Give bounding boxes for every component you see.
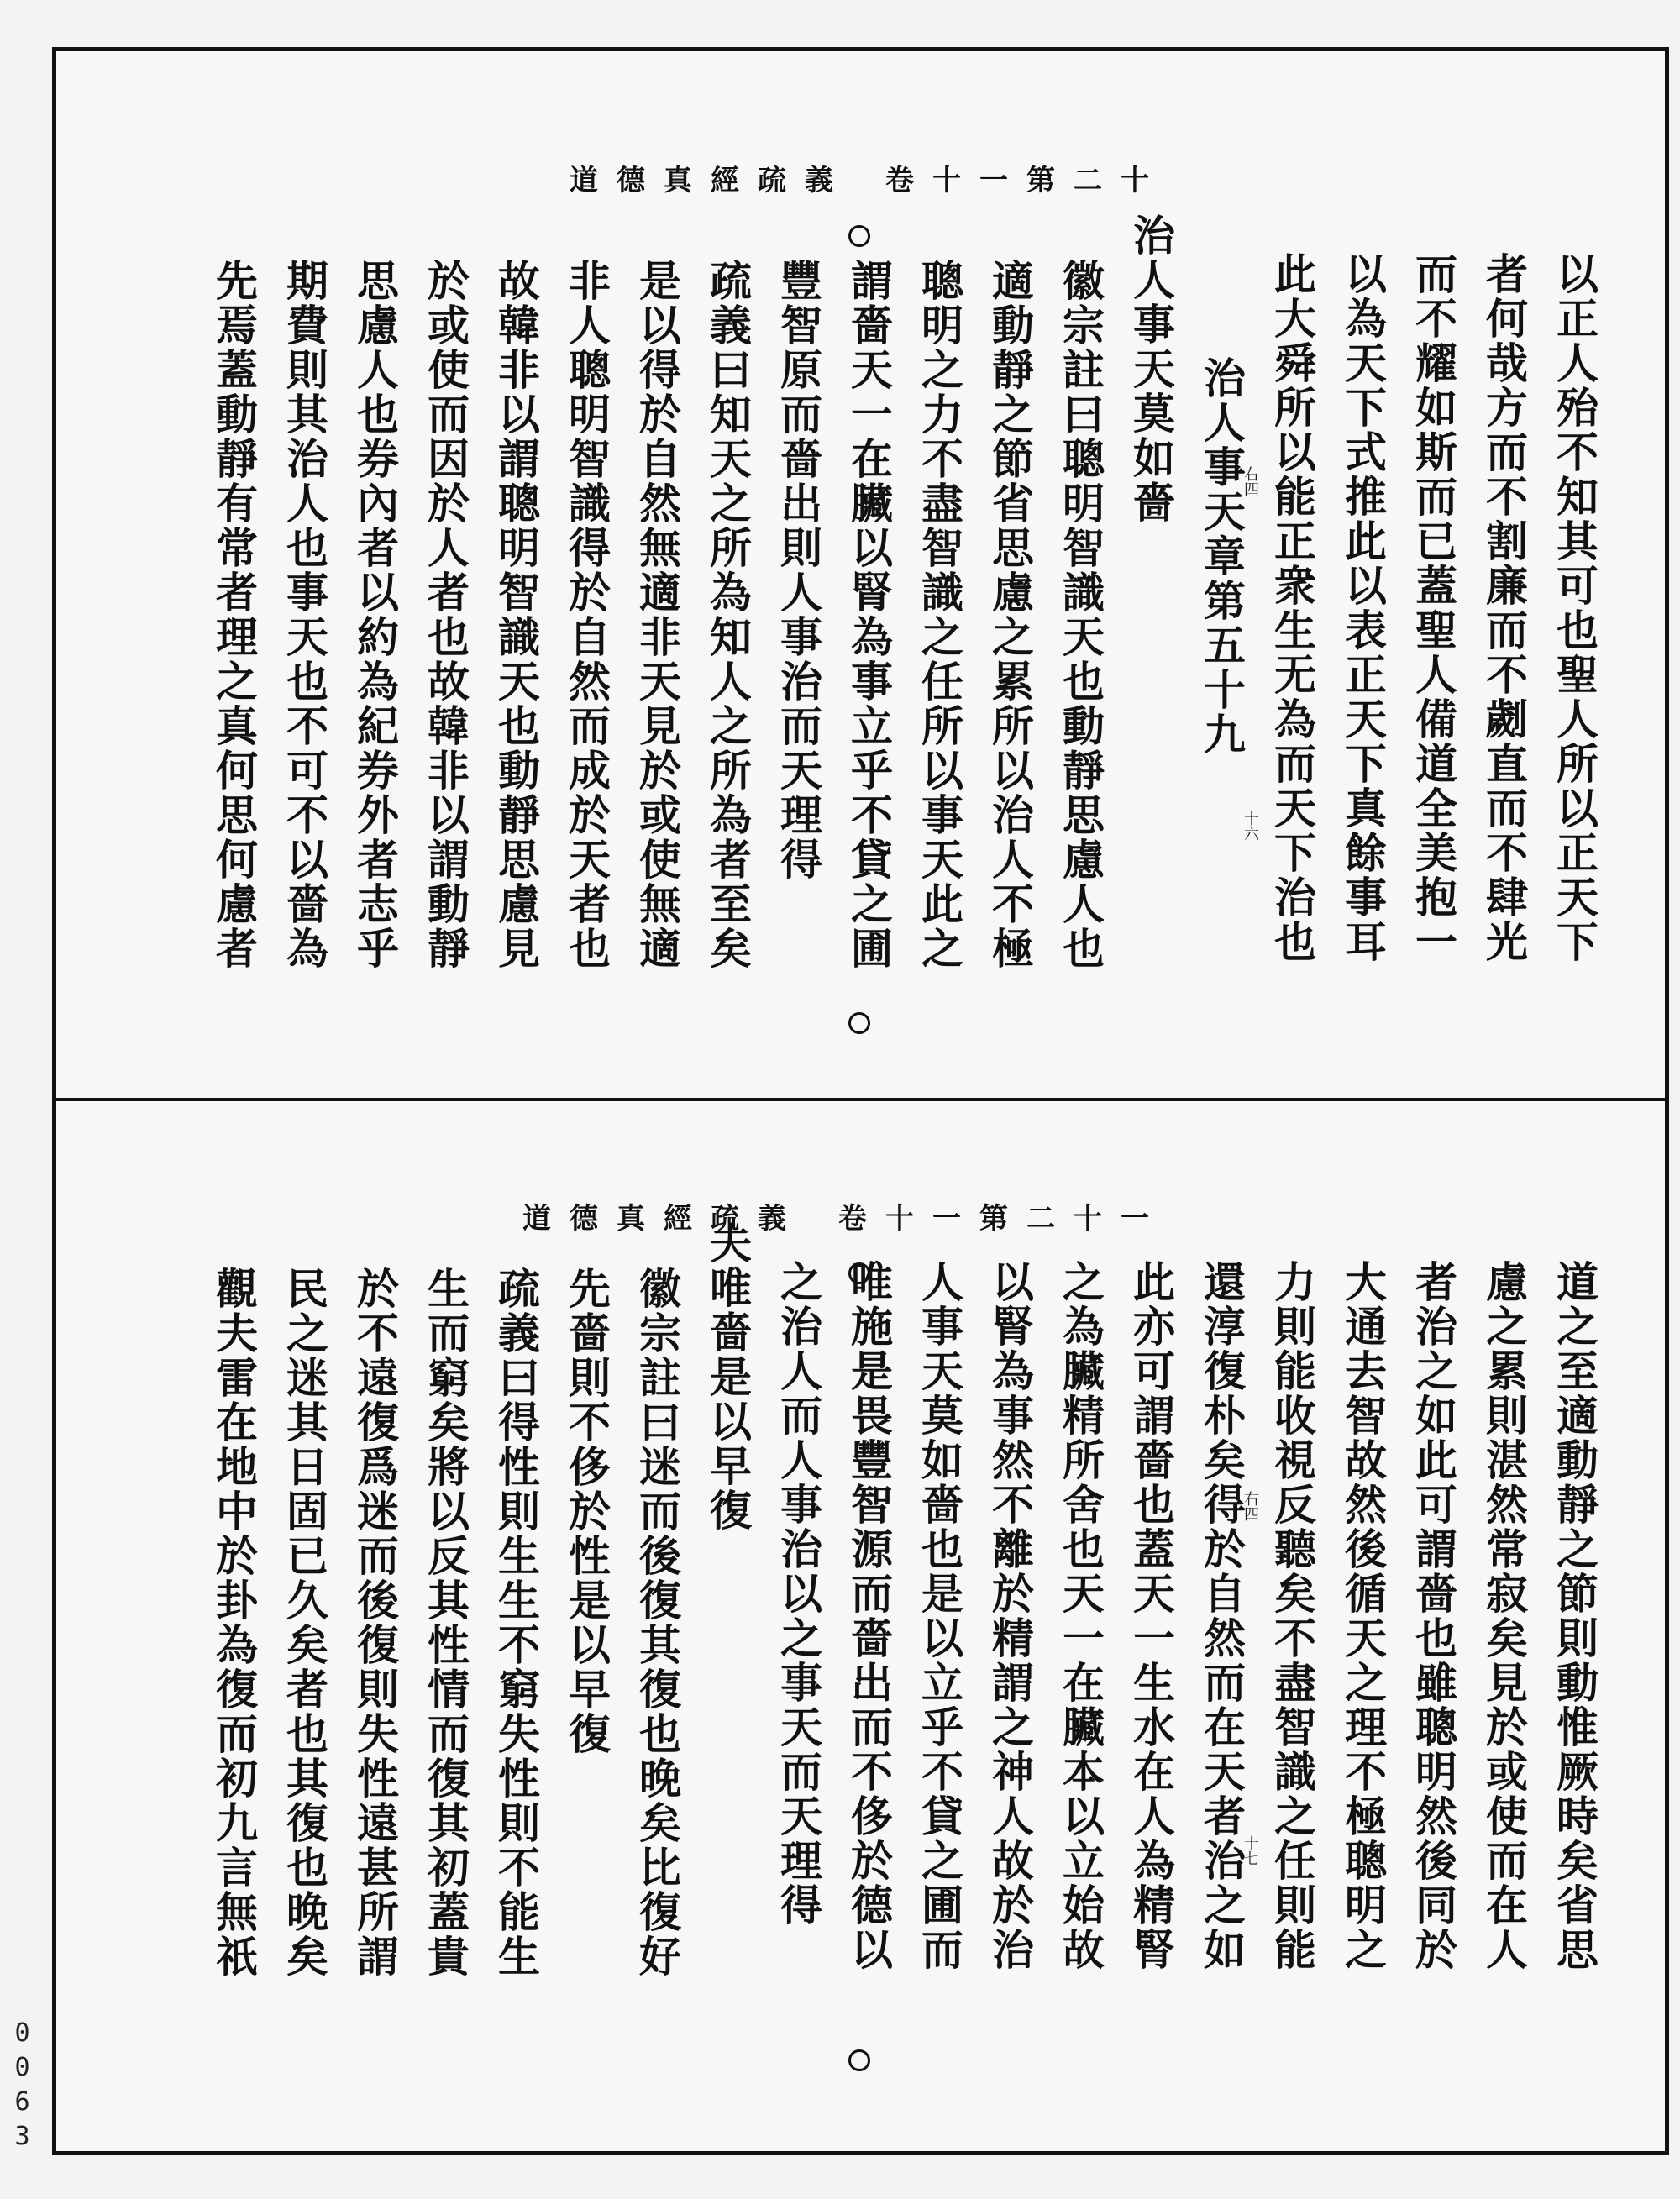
text-column: 是以得於自然無適非天見於或使無適 xyxy=(633,259,682,971)
text-column: 慮之累則湛然常寂矣見於或使而在人 xyxy=(1479,1260,1529,1972)
bottom-margin-note: 右四 xyxy=(1242,1491,1259,1521)
text-column: 徽宗註曰迷而後復其復也晚矣比復好 xyxy=(633,1267,682,1979)
page-number: 0063 xyxy=(8,2018,37,2156)
top-header-volume: 卷十一第二十 xyxy=(885,164,1168,197)
top-header-book: 道德真經疏義 xyxy=(570,164,852,197)
circle-mark xyxy=(848,225,870,247)
text-column: 以正人殆不知其可也聖人所以正天下 xyxy=(1550,252,1599,964)
text-column: 者治之如此可謂嗇也雖聰明然後同於 xyxy=(1409,1260,1458,1972)
text-column: 之為臟精所舍也天一在臟本以立始故 xyxy=(1056,1260,1105,1972)
text-column: 之治人而人事治以之事天而天理得 xyxy=(774,1260,823,1928)
text-column: 非人聰明智識得於自然而成於天者也 xyxy=(562,259,612,971)
text-column: 故韓非以謂聰明智識天也動靜思慮見 xyxy=(491,259,541,971)
text-column: 疏義曰得性則生生不窮失性則不能生 xyxy=(491,1267,541,1979)
text-column: 力則能收視反聽矣不盡智識之任則能 xyxy=(1268,1260,1317,1972)
text-column: 以腎為事然不離於精謂之神人故於治 xyxy=(985,1260,1035,1972)
text-column: 於或使而因於人者也故韓非以謂動靜 xyxy=(421,259,470,971)
text-column: 期費則其治人也事天也不可不以嗇為 xyxy=(280,259,329,971)
chapter-title: 治人事天章第五十九 xyxy=(1197,356,1247,757)
bottom-page-header xyxy=(522,1195,1168,1236)
text-column: 此亦可謂嗇也蓋天一生水在人為精腎 xyxy=(1126,1260,1176,1972)
text-column: 道之至適動靜之節則動惟厥時矣省思 xyxy=(1550,1260,1599,1972)
bottom-header-volume: 卷十一第二十一 xyxy=(838,1202,1168,1236)
scripture-line: 夫唯嗇是以早復 xyxy=(703,1221,753,1533)
text-column: 謂嗇天一在臟以腎為事立乎不貸之圃 xyxy=(844,259,894,971)
text-column: 民之迷其日固已久矣者也其復也晚矣 xyxy=(280,1267,329,1979)
top-margin-note: 十六 xyxy=(1242,811,1259,841)
text-column: 還淳復朴矣得於自然而在天者治之如 xyxy=(1197,1260,1247,1972)
text-column: 以為天下式推此以表正天下真餘事耳 xyxy=(1338,252,1388,964)
text-column: 人事天莫如嗇也是以立乎不貸之圃而 xyxy=(915,1260,964,1972)
text-column: 聰明之力不盡智識之任所以事天此之 xyxy=(915,259,964,971)
page-divider xyxy=(52,1098,1669,1101)
text-column: 徽宗註曰聰明智識天也動靜思慮人也 xyxy=(1056,259,1105,971)
scripture-line: 治人事天莫如嗇 xyxy=(1126,213,1176,525)
text-column: 思慮人也券內者以約為紀券外者志乎 xyxy=(350,259,400,971)
text-column: 而不耀如斯而已蓋聖人備道全美抱一 xyxy=(1409,252,1458,964)
text-column: 唯施是畏豐智源而嗇出而不侈於德以 xyxy=(844,1260,894,1972)
text-column: 生而窮矣將以反其性情而復其初蓋貴 xyxy=(421,1267,470,1979)
text-column: 於不遠復爲迷而後復則失性遠甚所謂 xyxy=(350,1267,400,1979)
text-column: 大通去智故然後循天之理不極聰明之 xyxy=(1338,1260,1388,1972)
text-column: 疏義曰知天之所為知人之所為者至矣 xyxy=(703,259,753,971)
text-column: 適動靜之節省思慮之累所以治人不極 xyxy=(985,259,1035,971)
bottom-header-book: 道德真經疏義 xyxy=(522,1202,805,1236)
bottom-page-text xyxy=(198,1221,1609,2066)
bottom-margin-note: 十七 xyxy=(1242,1835,1259,1866)
text-column: 先焉蓋動靜有常者理之真何思何慮者 xyxy=(209,259,259,971)
top-page-header xyxy=(570,157,1168,198)
text-column: 此大舜所以能正衆生无為而天下治也 xyxy=(1268,252,1317,964)
text-column: 者何哉方而不割廉而不劌直而不肆光 xyxy=(1479,252,1529,964)
top-page-text xyxy=(198,213,1609,1058)
text-column: 豐智原而嗇出則人事治而天理得 xyxy=(774,259,823,882)
text-column: 先嗇則不侈於性是以早復 xyxy=(562,1267,612,1756)
text-column: 觀夫雷在地中於卦為復而初九言無祇 xyxy=(209,1267,259,1979)
top-margin-note: 右四 xyxy=(1242,466,1259,496)
